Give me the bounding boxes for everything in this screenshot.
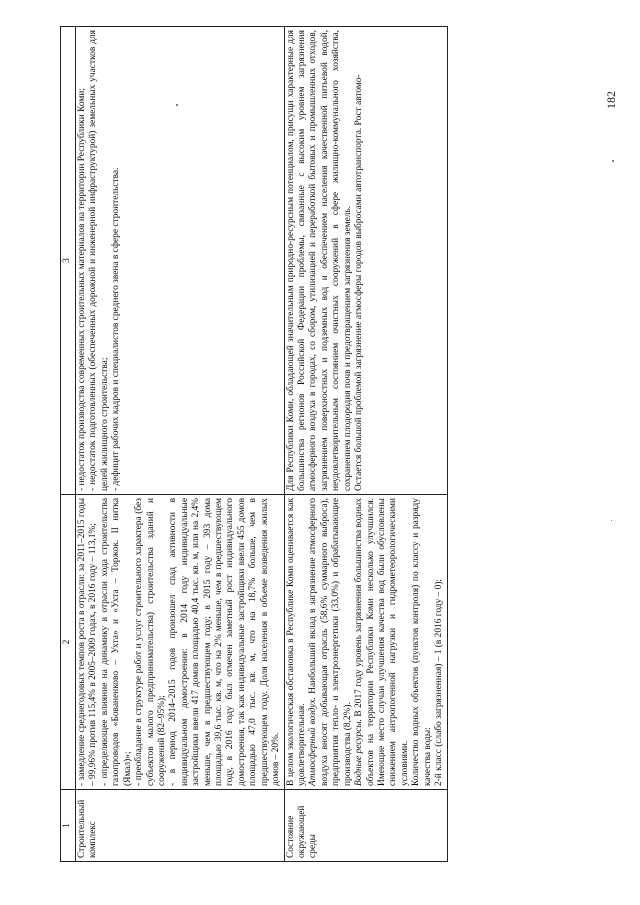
table-row-construction [76, 27, 285, 862]
scan-speck [176, 104, 178, 106]
table-row-environment [284, 27, 447, 862]
paragraph [411, 498, 434, 786]
sector-cell: Состояние окружающей среды [284, 790, 447, 862]
paragraph [308, 498, 354, 786]
page-number: 182 [604, 91, 618, 109]
scan-speck [612, 160, 614, 162]
paragraph-lead: Атмосферный воздух. [308, 697, 319, 786]
characteristics-cell [284, 495, 447, 790]
paragraph [434, 498, 445, 786]
rotated-table-wrapper [60, 27, 580, 862]
paragraph-text: В 2017 году уровень загрязнения большинства водных объектов на территории Республики Коми несколько улучшился. Имеющие место случаи улучшения качества вод были обусловлены снижением антропогенной нагрузки и гидрометеорологическими условиями. [354, 498, 410, 786]
paragraph-text: В целом экологическая обстановка в Республике Коми оценивается как удовлетворительная. [285, 498, 308, 786]
paragraph [286, 498, 309, 786]
paragraph: - преобладание в структуре работ и услуг строительного характера (без субъектов малого предпринимательства) строительства зданий и сооружений (82–95%); [134, 498, 167, 786]
paragraph: - в период 2014–2015 годов произошел спад активности в индивидуальном домостроении: в 2014 году индивидуальные застройщики ввели 417 домов площадью 40,4 тыс. кв. м, или на 2,4% меньше, чем в предшествующем году; в 2015 году – 393 дома площадью 39,6 тыс. кв. м, что на 2% меньше, чем в предшествующем году, в 2016 году был отмечен заметный рост индивидуального домостроения, так как индивидуальные застройщики ввели 455 домов площадью 47,0 тыс. кв. м, что на 18,7% больше, чем в предшествующем году. Доля населения в объеме возведения жилых домов – 20%. [168, 498, 282, 786]
paragraph: - замедление среднегодовых темпов роста в отрасли: за 2011–2015 годы – 99,96% против 115,4% в 2005–2009 годах, в 2016 году – 113,1%; [77, 498, 99, 786]
header-col-1: 1 [61, 790, 76, 862]
characteristics-cell [76, 495, 285, 790]
paragraph: - недостаток производства современных строительных материалов на территории Республики Коми; [77, 88, 87, 491]
paragraph: - дефицит рабочих кадров и специалистов среднего звена в сфере строительства. [111, 167, 122, 491]
paragraph: Для Республики Коми, обладающей значительным природно-ресурсным потенциалом, присущи характерные для большинства регионов Российской Федерации проблемы, связанные с высоким уровнем загрязнения атмосферного воздуха в городах, со сбором, утилизацией и переработкой бытовых и промышленных отходов, загрязнением поверхностных и подземных вод и обеспечением населения качественной питьевой водой, неудовлетворительным состоянием очистных сооружений в сфере жилищно-коммунального хозяйства, сохранением плодородия почв и предотвращением загрязнения земель. [285, 30, 353, 491]
paragraph [354, 498, 411, 786]
sector-cell: Строительный комплекс [76, 790, 285, 862]
table-header-row [61, 27, 76, 862]
paragraph: - определяющее влияние на динамику в отрасли хода строительства газопроводов «Бованенково – Ухта» и «Ухта – Торжок. II нитка (Ямал)»; [99, 498, 133, 786]
scan-speck [611, 520, 612, 521]
paragraph: - недостаток подготовленных (обеспеченных дорожной и инженерной инфраструктурой) земельных участков для целей жилищного строительства; [88, 30, 110, 491]
paragraph: Остается большой проблемой загрязнение атмосферы городов выбросами автотранспорта. Рост автомо- [354, 74, 365, 491]
paragraph-lead: Водные ресурсы. [354, 718, 365, 786]
problems-cell [284, 27, 447, 495]
economic-sectors-table [60, 26, 448, 862]
paragraph-text: 2-й класс (слабо загрязненная) – 1 (в 2016 году – 0); [434, 578, 445, 786]
paragraph-text: Наибольший вклад в загрязнение атмосферного воздуха вносят добывающая отрасль (58,6% суммарного выброса), предприятия тепло- и электроэнергетики (33,0%) и обрабатывающие производства (8,2%). [308, 498, 353, 786]
header-col-3: 3 [61, 27, 76, 495]
paragraph-text: Количество водных объектов (пунктов контроля) по классу и разряду качества воды: [411, 498, 433, 786]
header-col-2: 2 [61, 495, 76, 790]
problems-cell [76, 27, 285, 495]
